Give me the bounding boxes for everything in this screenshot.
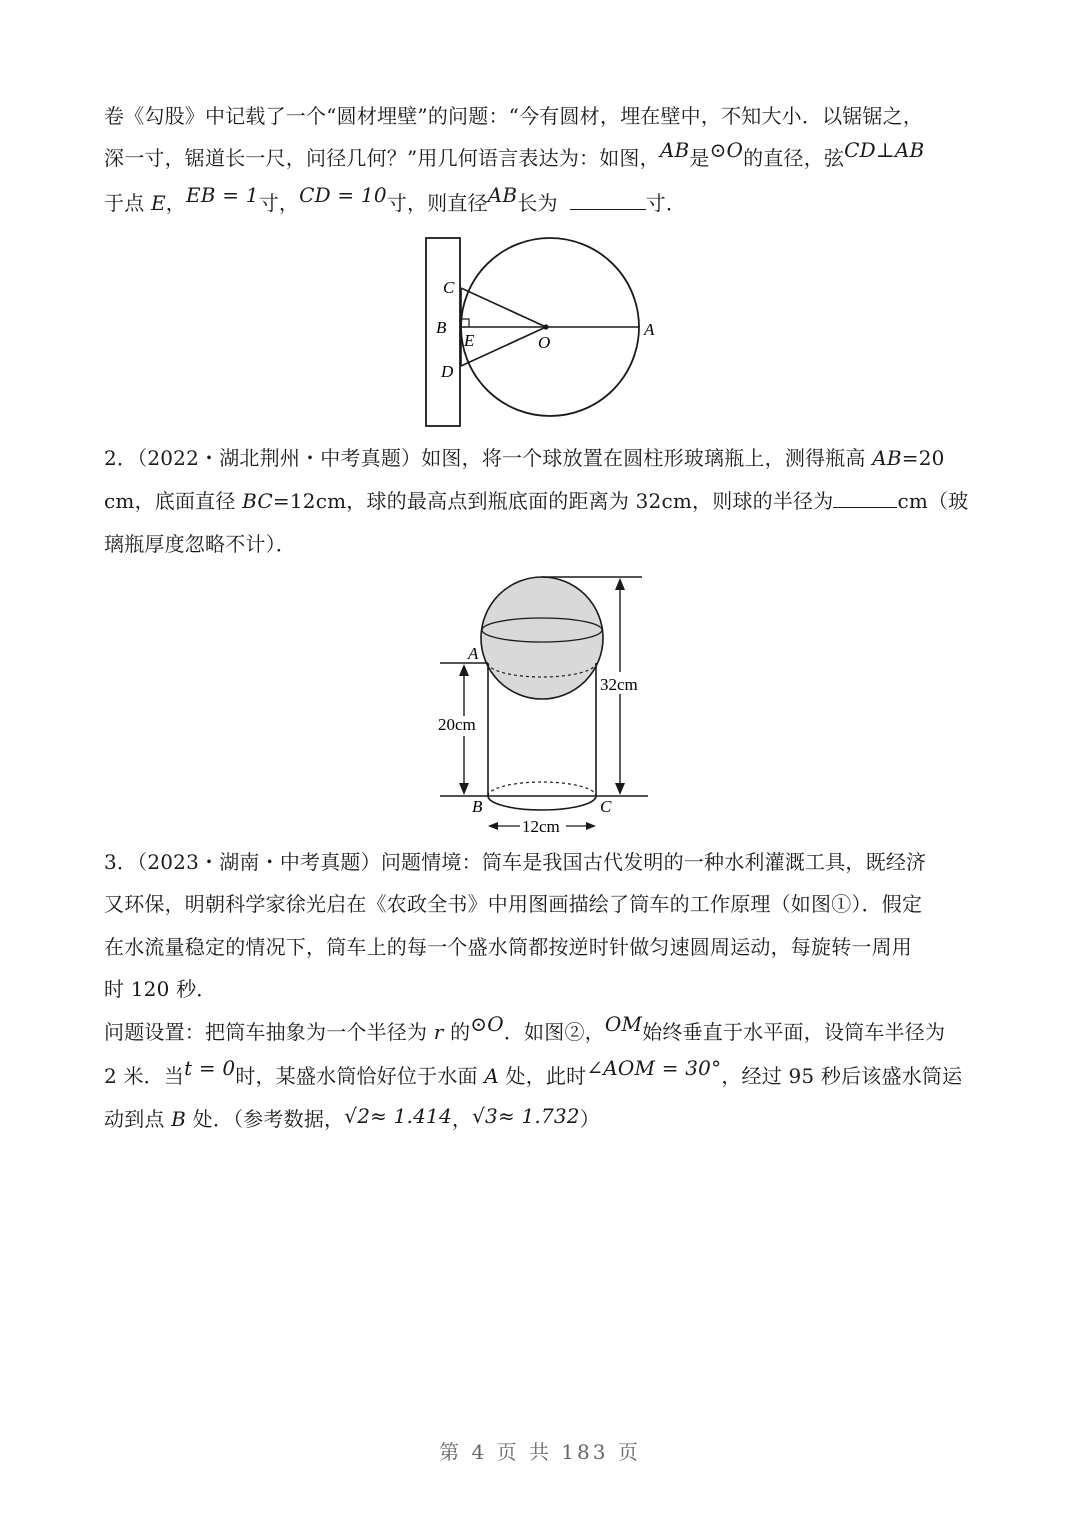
q1-eb-math: EB = 1 (185, 183, 259, 207)
q3-text-1: 3．（2023・湖南・中考真题）问题情境：筒车是我国古代发明的一种水利灌溉工具，既经济 (104, 850, 927, 874)
q3-sqrt3-math: √3≈ 1.732 (472, 1104, 580, 1128)
arrow-32-down (615, 783, 625, 795)
q1-text-3e: 长为 (517, 191, 558, 215)
q1-cd-math: CD = 10 (299, 183, 387, 207)
q2-line-3 (104, 530, 296, 558)
label-a: A (644, 320, 655, 339)
label-b: B (436, 318, 447, 337)
q3-text-7a: 动到点 (104, 1107, 172, 1131)
q3-line-3 (104, 933, 912, 961)
q3-text-3: 在水流量稳定的情况下，筒车上的每一个盛水筒都按逆时针做匀速圆周运动，每旋转一周用 (104, 935, 912, 959)
q1-text-3c: 寸， (258, 191, 300, 215)
q1-text-3d: 寸，则直径 (386, 191, 488, 215)
q1-answer-blank (570, 189, 646, 210)
q1-text-3f: 寸． (645, 191, 687, 215)
q2-ab: AB (872, 446, 902, 470)
page-footer: 第 4 页 共 183 页 (439, 1440, 641, 1464)
q2-line-1 (104, 444, 945, 472)
q1-text-3b: ， (165, 191, 186, 215)
q3-text-6d: ，经过 95 秒后该盛水筒运 (721, 1064, 963, 1088)
q2-text-2a: cm，底面直径 (104, 489, 243, 513)
q2-text-1a: 2．（2022・湖北荆州・中考真题）如图，将一个球放置在圆柱形玻璃瓶上，测得瓶高 (104, 446, 873, 470)
q3-angle-math: ∠AOM = 30° (586, 1056, 722, 1080)
arrow-12-right (586, 822, 596, 830)
right-angle-mark (461, 319, 469, 327)
q3-text-5b: 的 (443, 1020, 471, 1044)
q3-text-5c: ．如图②， (503, 1020, 605, 1044)
q1-text-1: 卷《勾股》中记载了一个“圆材埋壁”的问题：“今有圆材，埋在壁中，不知大小．以锯锯之， (104, 104, 924, 128)
bottle-base-front (488, 796, 596, 810)
q3-text-4: 时 120 秒． (104, 977, 217, 1001)
q3-text-2: 又环保，明朝科学家徐光启在《农政全书》中用图画描绘了筒车的工作原理（如图①）．假定 (104, 892, 923, 916)
segment-oc (461, 288, 546, 327)
q3-text-6a: 2 米．当 (104, 1064, 185, 1088)
arrow-12-left (488, 822, 498, 830)
q3-t-math: t = 0 (184, 1056, 236, 1080)
q1-text-2b: 是 (689, 146, 710, 170)
q1-figure (420, 232, 670, 432)
q1-line-1 (104, 102, 923, 130)
label-o: O (538, 333, 551, 352)
q3-line-5 (104, 1012, 946, 1046)
q2-text-2c: cm（玻 (897, 489, 969, 513)
q3-om-math: OM (604, 1012, 643, 1036)
q3-r: r (433, 1020, 444, 1044)
q2-text-3: 璃瓶厚度忽略不计）． (104, 532, 296, 556)
q3-text-7b: 处．（参考数据， (186, 1107, 345, 1131)
q3-point-a: A (484, 1064, 499, 1088)
q1-line-3 (104, 183, 687, 217)
label-c: C (600, 797, 612, 816)
arrow-20-up (459, 664, 469, 676)
q2-text-2b: =12cm，球的最高点到瓶底面的距离为 32cm，则球的半径为 (272, 489, 834, 513)
q1-ab-math: AB (659, 138, 690, 162)
q3-point-b: B (171, 1107, 187, 1131)
q1-cd-perp-ab-math: CD⊥AB (844, 138, 925, 162)
q3-line-7 (104, 1105, 600, 1133)
q1-circle-o-math: ⊙O (709, 138, 744, 162)
label-12cm: 12cm (522, 817, 560, 836)
q3-line-6 (104, 1056, 963, 1090)
q1-text-3a: 于点 (104, 191, 151, 215)
q3-sqrt2-math: √2≈ 1.414 (344, 1104, 452, 1128)
q1-line-2 (104, 138, 925, 172)
q3-line-4 (104, 975, 217, 1003)
q3-text-6b: 时，某盛水筒恰好位于水面 (235, 1064, 485, 1088)
q3-text-5d: 始终垂直于水平面，设筒车半径为 (642, 1020, 946, 1044)
q3-text-7c: ， (451, 1107, 473, 1131)
arrow-20-down (459, 783, 469, 795)
label-e: E (464, 331, 475, 350)
center-dot (543, 324, 548, 329)
q3-line-1 (104, 848, 926, 876)
label-c: C (443, 278, 455, 297)
q3-text-7d: ） (579, 1107, 600, 1131)
q1-point-e: E (150, 191, 166, 215)
q3-text-5a: 问题设置：把筒车抽象为一个半径为 (104, 1020, 434, 1044)
q3-line-2 (104, 890, 922, 918)
q1-text-2c: 的直径，弦 (743, 146, 845, 170)
q3-text-6c: 处，此时 (498, 1064, 587, 1088)
label-20cm: 20cm (438, 715, 476, 734)
q1-text-2a: 深一寸，锯道长一尺，问径几何？”用几何语言表达为：如图， (104, 146, 660, 170)
bottle-base-back (488, 782, 596, 796)
label-32cm: 32cm (600, 675, 638, 694)
q2-answer-blank (833, 487, 897, 508)
q1-ab2-math: AB (487, 183, 518, 207)
q3-circle-o-math: ⊙O (470, 1012, 504, 1036)
label-a: A (468, 644, 479, 663)
arrow-32-up (615, 578, 625, 590)
q2-figure (434, 570, 664, 840)
q2-bc: BC (242, 489, 273, 513)
q2-line-2 (104, 487, 968, 515)
label-b: B (472, 797, 483, 816)
label-d: D (441, 362, 454, 381)
q2-text-1b: =20 (901, 446, 945, 470)
